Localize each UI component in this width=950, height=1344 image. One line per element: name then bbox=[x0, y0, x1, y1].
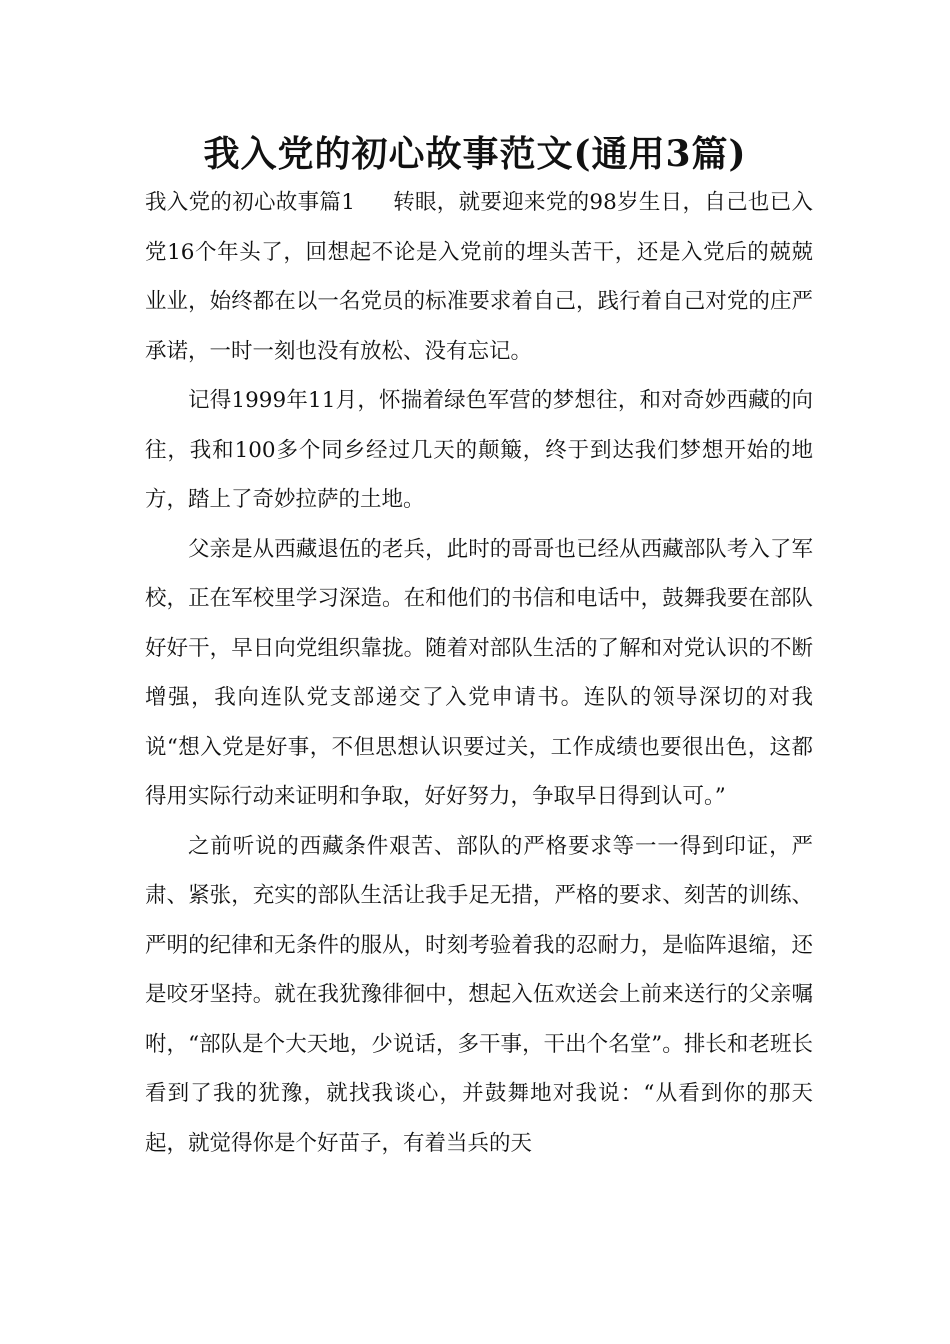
section-heading: 我入党的初心故事篇1 bbox=[145, 190, 355, 215]
paragraph-1-text: 转眼，就要迎来党的98岁生日，自己也已入党16个年头了，回想起不论是入党前的埋头苦干，还是入党后的兢兢业业，始终都在以一名党员的标准要求着自己，践行着自己对党的庄严承诺，一时一刻也没有放松、没有忘记。 bbox=[145, 190, 813, 364]
document-body bbox=[145, 178, 813, 1168]
paragraph-4: 之前听说的西藏条件艰苦、部队的严格要求等一一得到印证，严肃、紧张，充实的部队生活让我手足无措，严格的要求、刻苦的训练、严明的纪律和无条件的服从，时刻考验着我的忍耐力，是临阵退缩，还是咬牙坚持。就在我犹豫徘徊中，想起入伍欢送会上前来送行的父亲嘱咐，“部队是个大天地，少说话，多干事，干出个名堂”。排长和老班长看到了我的犹豫，就找我谈心，并鼓舞地对我说：“从看到你的那天起，就觉得你是个好苗子，有着当兵的天 bbox=[145, 833, 813, 1156]
document-title: 我入党的初心故事范文(通用3篇) bbox=[203, 133, 747, 175]
paragraph-2: 记得1999年11月，怀揣着绿色军营的梦想往，和对奇妙西藏的向往，我和100多个同乡经过几天的颠簸，终于到达我们梦想开始的地方，踏上了奇妙拉萨的土地。 bbox=[145, 388, 813, 512]
paragraph-1 bbox=[145, 178, 813, 376]
paragraph-3: 父亲是从西藏退伍的老兵，此时的哥哥也已经从西藏部队考入了军校，正在军校里学习深造。在和他们的书信和电话中，鼓舞我要在部队好好干，早日向党组织靠拢。随着对部队生活的了解和对党认识的不断增强，我向连队党支部递交了入党申请书。连队的领导深切的对我说“想入党是好事，不但思想认识要过关，工作成绩也要很出色，这都得用实际行动来证明和争取，好好努力，争取早日得到认可。” bbox=[145, 536, 813, 809]
